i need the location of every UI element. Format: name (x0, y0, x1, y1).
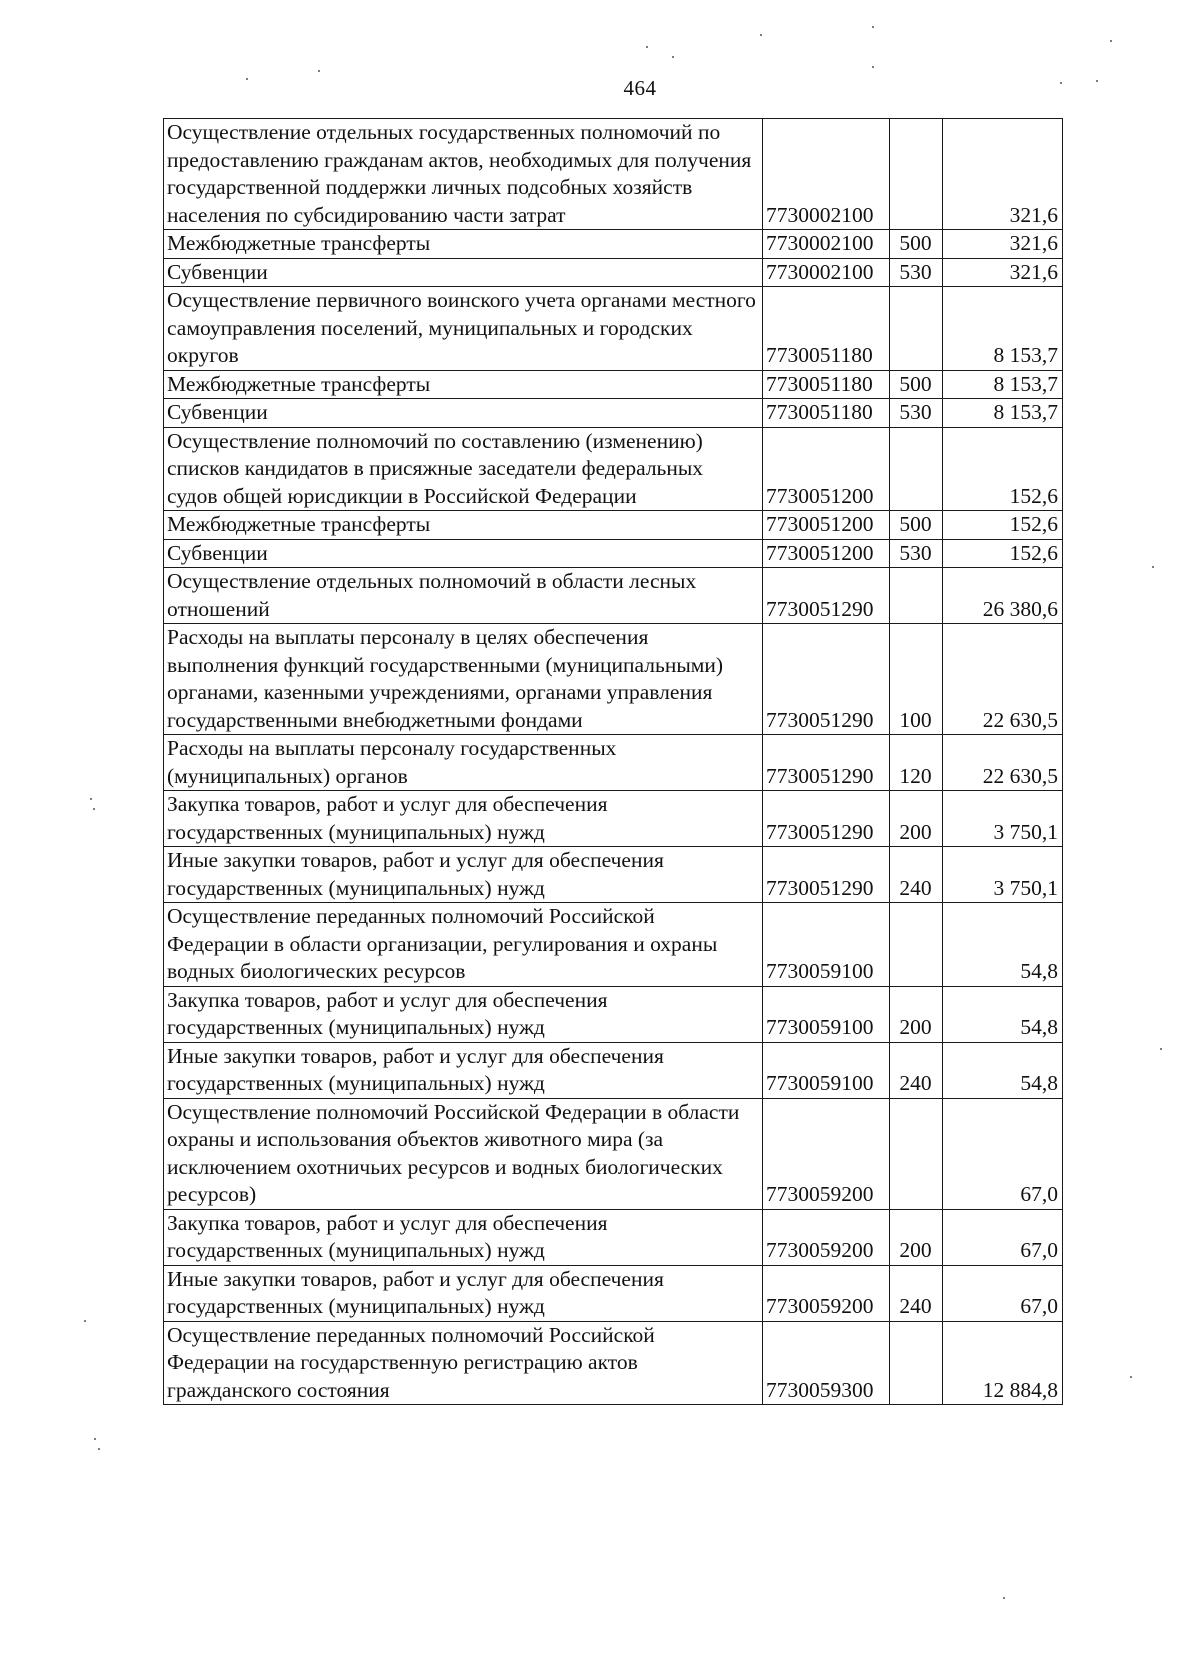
row-sum: 321,6 (943, 230, 1063, 259)
scan-speck (1096, 80, 1098, 82)
row-code: 7730051290 (763, 847, 890, 903)
table-row (164, 1042, 1063, 1098)
row-code: 7730051290 (763, 568, 890, 624)
row-sum: 54,8 (943, 986, 1063, 1042)
row-sum: 3 750,1 (943, 791, 1063, 847)
row-type: 240 (890, 1042, 943, 1098)
row-sum: 3 750,1 (943, 847, 1063, 903)
scan-speck (672, 56, 674, 58)
row-type: 500 (890, 230, 943, 259)
row-code: 7730051200 (763, 511, 890, 540)
table-row (164, 568, 1063, 624)
row-sum: 26 380,6 (943, 568, 1063, 624)
row-code: 7730051290 (763, 735, 890, 791)
scan-speck (1060, 82, 1062, 84)
row-name: Иные закупки товаров, работ и услуг для обеспечения государственных (муниципальных) нужд (164, 1265, 763, 1321)
row-name: Осуществление отдельных государственных полномочий по предоставлению гражданам актов, необходимых для получения государственной поддержки личных подсобных хозяйств населения по субсидированию части затрат (164, 119, 763, 230)
row-code: 7730051200 (763, 427, 890, 511)
row-type (890, 287, 943, 371)
table-row (164, 903, 1063, 987)
row-type: 530 (890, 399, 943, 428)
row-code: 7730059200 (763, 1098, 890, 1209)
row-type (890, 119, 943, 230)
scan-speck (318, 70, 320, 72)
scan-speck (93, 808, 95, 810)
scan-speck (90, 798, 92, 800)
row-sum: 8 153,7 (943, 287, 1063, 371)
scan-speck (94, 1438, 96, 1440)
table-row (164, 1098, 1063, 1209)
scan-speck (1003, 1597, 1005, 1599)
row-type: 240 (890, 847, 943, 903)
scan-speck (872, 26, 874, 28)
row-code: 7730059100 (763, 986, 890, 1042)
row-name: Иные закупки товаров, работ и услуг для обеспечения государственных (муниципальных) нужд (164, 847, 763, 903)
scan-speck (1110, 40, 1112, 42)
row-type (890, 1321, 943, 1405)
row-sum: 22 630,5 (943, 735, 1063, 791)
row-type: 100 (890, 624, 943, 735)
scan-speck (760, 34, 762, 36)
table-row (164, 986, 1063, 1042)
scan-speck (98, 1448, 100, 1450)
scan-speck (872, 66, 874, 68)
row-type: 530 (890, 258, 943, 287)
table-row (164, 1209, 1063, 1265)
table-row (164, 511, 1063, 540)
row-type: 500 (890, 370, 943, 399)
row-name: Осуществление полномочий Российской Федерации в области охраны и использования объектов животного мира (за исключением охотничьих ресурсов и водных биологических ресурсов) (164, 1098, 763, 1209)
table-row (164, 1321, 1063, 1405)
row-code: 7730059100 (763, 1042, 890, 1098)
row-sum: 8 153,7 (943, 370, 1063, 399)
row-code: 7730059300 (763, 1321, 890, 1405)
table-row (164, 539, 1063, 568)
row-sum: 8 153,7 (943, 399, 1063, 428)
table-row (164, 624, 1063, 735)
row-code: 7730059200 (763, 1265, 890, 1321)
row-code: 7730051180 (763, 370, 890, 399)
row-name: Осуществление переданных полномочий Российской Федерации в области организации, регулирования и охраны водных биологических ресурсов (164, 903, 763, 987)
row-sum: 67,0 (943, 1209, 1063, 1265)
table-row (164, 119, 1063, 230)
table-row (164, 287, 1063, 371)
row-sum: 54,8 (943, 1042, 1063, 1098)
row-type (890, 568, 943, 624)
row-type: 500 (890, 511, 943, 540)
page-number: 464 (623, 76, 657, 100)
table-row (164, 791, 1063, 847)
row-name: Закупка товаров, работ и услуг для обеспечения государственных (муниципальных) нужд (164, 986, 763, 1042)
scan-speck (1160, 1048, 1162, 1050)
row-sum: 152,6 (943, 539, 1063, 568)
scan-speck (1152, 566, 1154, 568)
row-type: 120 (890, 735, 943, 791)
row-name: Субвенции (164, 539, 763, 568)
row-sum: 152,6 (943, 427, 1063, 511)
row-type (890, 1098, 943, 1209)
row-type (890, 903, 943, 987)
row-sum: 321,6 (943, 258, 1063, 287)
scan-speck (246, 78, 248, 80)
row-code: 7730059200 (763, 1209, 890, 1265)
row-code: 7730002100 (763, 230, 890, 259)
row-name: Иные закупки товаров, работ и услуг для обеспечения государственных (муниципальных) нужд (164, 1042, 763, 1098)
row-type: 530 (890, 539, 943, 568)
row-code: 7730051200 (763, 539, 890, 568)
table-row (164, 1265, 1063, 1321)
row-name: Расходы на выплаты персоналу в целях обеспечения выполнения функций государственными (муниципальными) органами, казенными учреждениями, органами управления государственными внебюджетными фондами (164, 624, 763, 735)
table-row (164, 847, 1063, 903)
row-sum: 67,0 (943, 1265, 1063, 1321)
row-code: 7730051180 (763, 399, 890, 428)
row-name: Межбюджетные трансферты (164, 370, 763, 399)
row-name: Межбюджетные трансферты (164, 230, 763, 259)
row-name: Закупка товаров, работ и услуг для обеспечения государственных (муниципальных) нужд (164, 1209, 763, 1265)
scan-speck (1130, 1376, 1132, 1378)
table-row (164, 735, 1063, 791)
row-name: Расходы на выплаты персоналу государственных (муниципальных) органов (164, 735, 763, 791)
row-sum: 321,6 (943, 119, 1063, 230)
row-name: Субвенции (164, 399, 763, 428)
budget-table (163, 118, 1063, 1405)
row-sum: 152,6 (943, 511, 1063, 540)
row-name: Осуществление полномочий по составлению (изменению) списков кандидатов в присяжные заседатели федеральных судов общей юрисдикции в Российской Федерации (164, 427, 763, 511)
table-row (164, 427, 1063, 511)
row-code: 7730002100 (763, 258, 890, 287)
row-type: 200 (890, 986, 943, 1042)
row-name: Межбюджетные трансферты (164, 511, 763, 540)
row-sum: 22 630,5 (943, 624, 1063, 735)
row-type: 240 (890, 1265, 943, 1321)
row-code: 7730059100 (763, 903, 890, 987)
row-type (890, 427, 943, 511)
row-sum: 67,0 (943, 1098, 1063, 1209)
scan-speck (84, 1320, 86, 1322)
row-code: 7730051290 (763, 624, 890, 735)
row-type: 200 (890, 1209, 943, 1265)
row-code: 7730051290 (763, 791, 890, 847)
row-name: Осуществление первичного воинского учета органами местного самоуправления поселений, муниципальных и городских округов (164, 287, 763, 371)
row-name: Осуществление переданных полномочий Российской Федерации на государственную регистрацию актов гражданского состояния (164, 1321, 763, 1405)
table-row (164, 230, 1063, 259)
row-name: Закупка товаров, работ и услуг для обеспечения государственных (муниципальных) нужд (164, 791, 763, 847)
table-row (164, 370, 1063, 399)
row-name: Осуществление отдельных полномочий в области лесных отношений (164, 568, 763, 624)
row-name: Субвенции (164, 258, 763, 287)
row-code: 7730002100 (763, 119, 890, 230)
table-row (164, 399, 1063, 428)
row-code: 7730051180 (763, 287, 890, 371)
row-type: 200 (890, 791, 943, 847)
row-sum: 12 884,8 (943, 1321, 1063, 1405)
row-sum: 54,8 (943, 903, 1063, 987)
scan-speck (646, 46, 648, 48)
table-row (164, 258, 1063, 287)
